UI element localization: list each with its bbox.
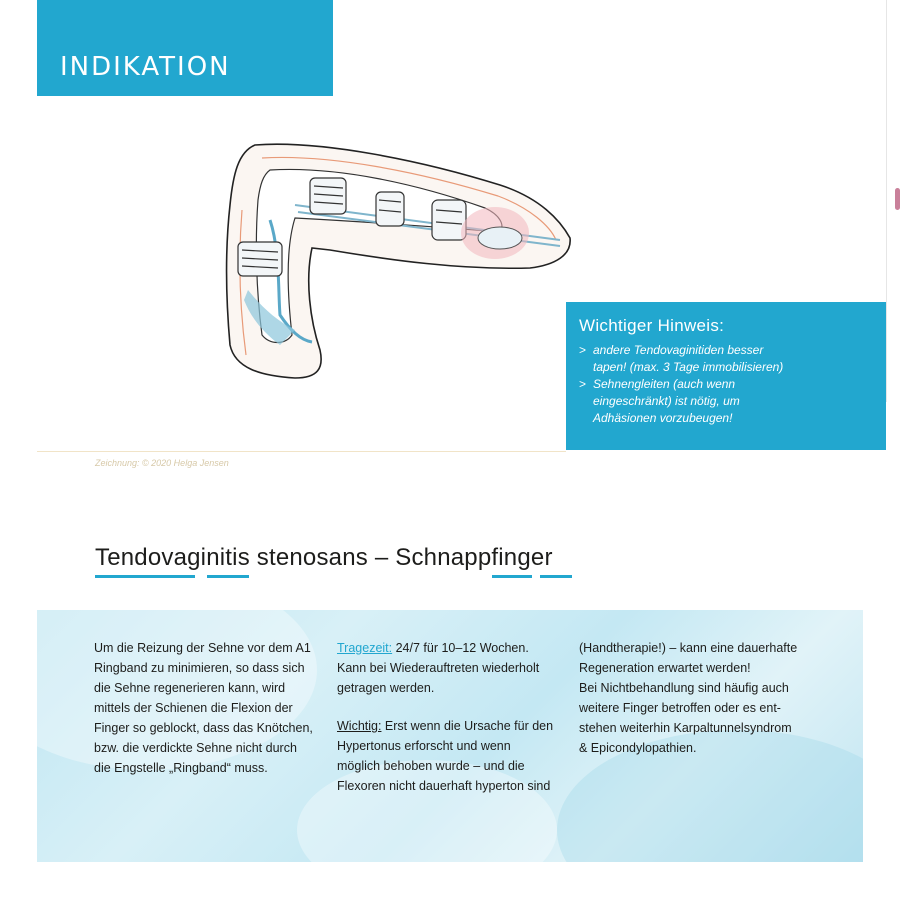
finger-splint-illustration (200, 130, 590, 400)
text-line: weitere Finger betroffen oder es ent- (579, 701, 781, 715)
text-line: mittels der Schienen die Flexion der (94, 701, 293, 715)
heading-underline (492, 575, 532, 578)
text-column-3 (579, 638, 829, 758)
text-line: die Sehne regenerieren kann, wird (94, 681, 286, 695)
tendon-nodule (478, 227, 522, 249)
text-column-1 (94, 638, 334, 778)
text-line: getragen werden. (337, 681, 435, 695)
text-line: Bei Nichtbehandlung sind häufig auch (579, 681, 789, 695)
text-line: Kann bei Wiederauftreten wiederholt (337, 661, 540, 675)
important-label: Wichtig: (337, 719, 382, 733)
wear-time-label: Tragezeit: (337, 641, 393, 655)
text-line: Hypertonus erforscht und wenn (337, 739, 511, 753)
text-line: Regeneration erwartet werden! (579, 661, 751, 675)
text-line: (Handtherapie!) – kann eine dauerhafte (579, 641, 798, 655)
text-line: Flexoren nicht dauerhaft hyperton sind (337, 779, 551, 793)
note-line: tapen! (max. 3 Tage immobilisieren) (593, 360, 784, 374)
splint-ring-1 (310, 178, 346, 214)
text-line: stehen weiterhin Karpaltunnelsyndrom (579, 721, 792, 735)
chevron-right-icon: > (579, 343, 587, 357)
text-line: Finger so geblockt, dass das Knötchen, (94, 721, 313, 735)
page-edge-strip-lower (886, 402, 900, 900)
illustration-credit: Zeichnung: © 2020 Helga Jensen (95, 458, 229, 468)
heading-underline (95, 575, 195, 578)
text-line: Um die Reizung der Sehne vor dem A1 (94, 641, 311, 655)
note-line: Sehnengleiten (auch wenn (593, 377, 736, 391)
note-line: Adhäsionen vorzubeugen! (593, 411, 733, 425)
note-item (579, 376, 874, 427)
note-item (579, 342, 874, 376)
heading-underline (207, 575, 249, 578)
text-column-2 (337, 638, 577, 796)
heading-underline (540, 575, 572, 578)
important-text: Erst wenn die Ursache für den (381, 719, 554, 733)
text-line: die Engstelle „Ringband“ muss. (94, 761, 268, 775)
page-title: INDIKATION (60, 52, 231, 82)
note-title: Wichtiger Hinweis: (579, 316, 725, 335)
important-note-box (566, 302, 886, 450)
text-line: möglich behoben wurde – und die (337, 759, 525, 773)
note-list (579, 342, 874, 427)
text-line (337, 638, 577, 658)
note-line: andere Tendovaginitiden besser (593, 343, 764, 357)
text-line: & Epicondylopathien. (579, 741, 697, 755)
splint-ring-2 (376, 192, 404, 226)
page-edge-mark (895, 188, 900, 210)
splint-ring-4 (238, 242, 282, 276)
chevron-right-icon: > (579, 377, 587, 391)
info-panel (37, 610, 863, 862)
note-line: eingeschränkt) ist nötig, um (593, 394, 740, 408)
text-line: bzw. die verdickte Sehne nicht durch (94, 741, 297, 755)
wear-time-value: 24/7 für 10–12 Wochen. (392, 641, 529, 655)
text-line: Ringband zu minimieren, so dass sich (94, 661, 305, 675)
text-line (337, 716, 577, 736)
section-heading: Tendovaginitis stenosans – Schnappfinger (95, 544, 553, 571)
caption-divider (37, 451, 566, 452)
splint-ring-3 (432, 200, 466, 240)
